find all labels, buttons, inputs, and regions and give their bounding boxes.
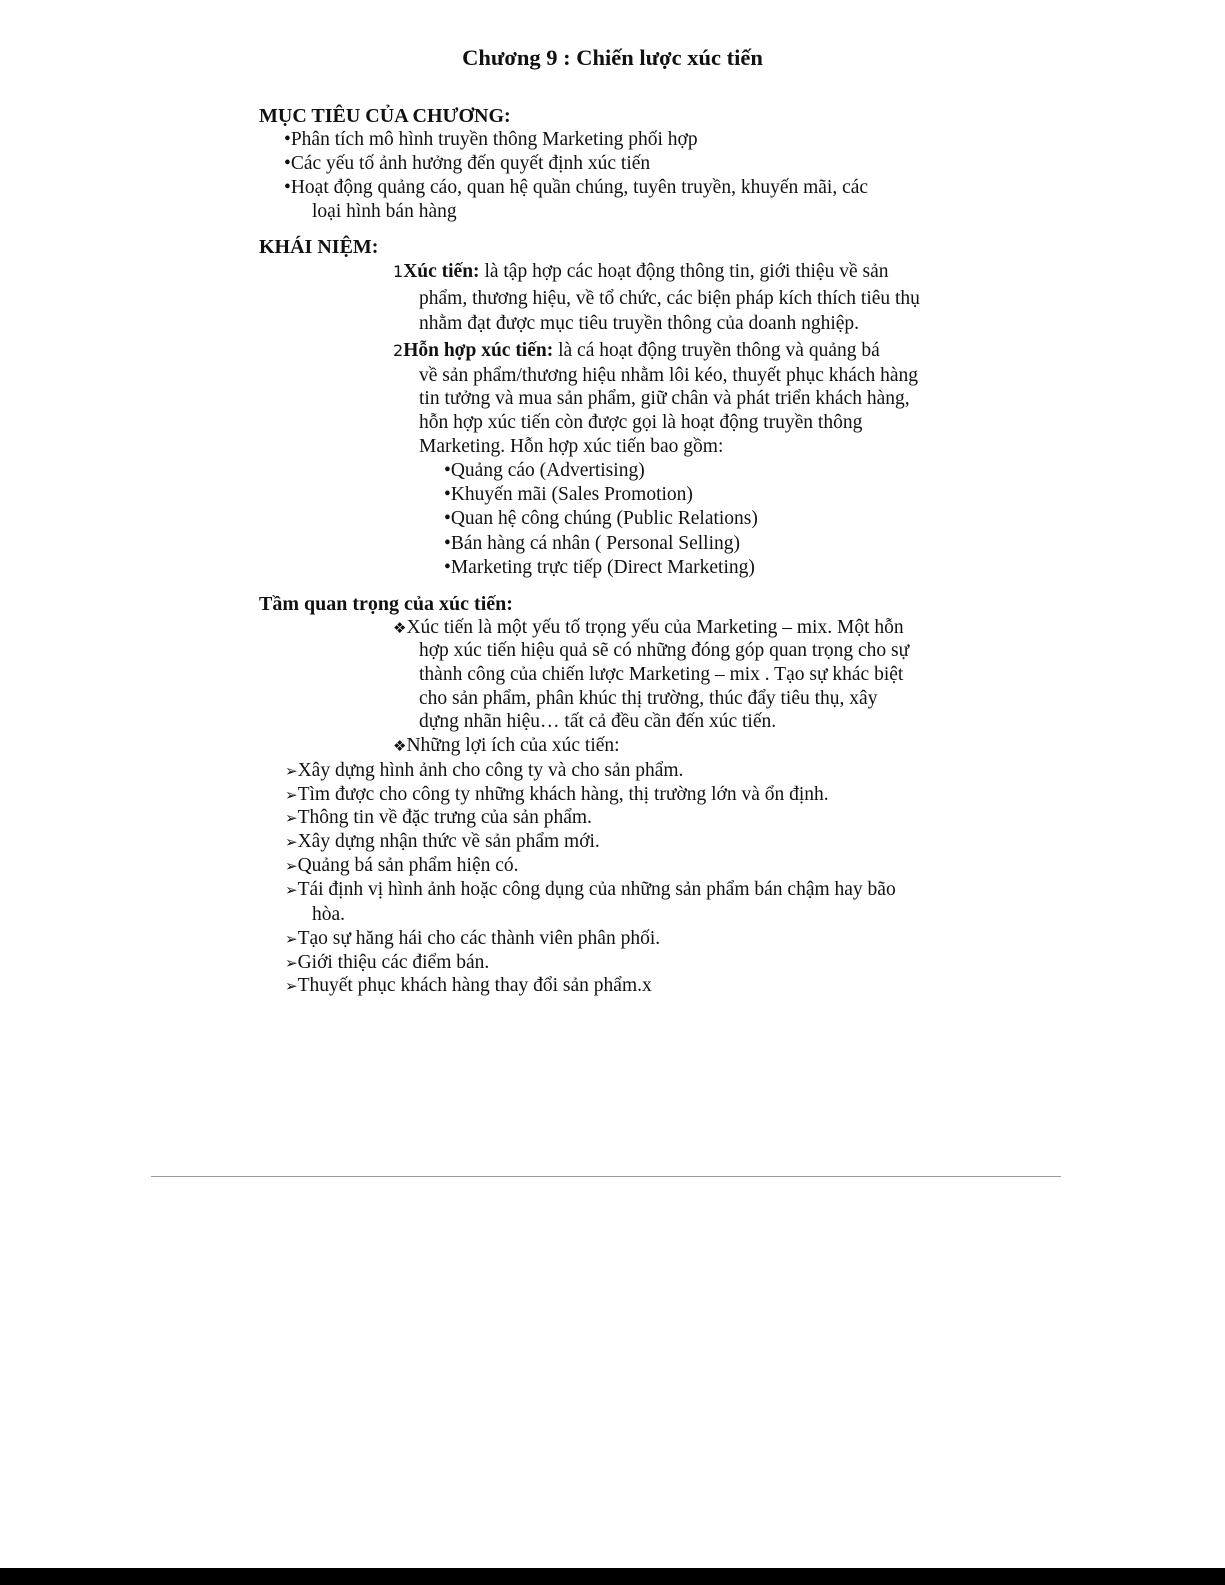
- objective-text: Hoạt động quảng cáo, quan hệ quần chúng, tuyên truyền, khuyến mãi, các: [290, 177, 869, 198]
- concept-text: là tập hợp các hoạt động thông tin, giới thiệu về sản: [479, 261, 889, 282]
- benefit-item-continuation: hòa.: [312, 904, 346, 925]
- importance-text-line: thành công của chiến lược Marketing – mix . Tạo sự khác biệt: [419, 664, 904, 685]
- mix-item-text: Quan hệ công chúng (Public Relations): [450, 508, 758, 529]
- concept-text-line: nhằm đạt được mục tiêu truyền thông của doanh nghiệp.: [419, 313, 860, 334]
- bullet-icon: •: [284, 177, 291, 198]
- benefit-item: [285, 806, 592, 830]
- importance-heading: Tầm quan trọng của xúc tiến:: [259, 593, 513, 615]
- concept-number: 2: [393, 341, 404, 360]
- benefit-item: [285, 878, 896, 902]
- concept-2: [393, 339, 880, 363]
- objective-text: Phân tích mô hình truyền thông Marketing phối hợp: [290, 129, 698, 150]
- objectives-heading: MỤC TIÊU CỦA CHƯƠNG:: [259, 105, 511, 127]
- arrow-bullet-icon: ➢: [285, 881, 298, 899]
- concept-text-line: phẩm, thương hiệu, về tổ chức, các biện pháp kích thích tiêu thụ: [419, 288, 920, 309]
- diamond-bullet-icon: ❖: [393, 619, 407, 637]
- benefit-text: Thuyết phục khách hàng thay đổi sản phẩm.x: [297, 975, 652, 996]
- mix-item: [444, 459, 645, 483]
- importance-text-line: dựng nhãn hiệu… tất cả đều cần đến xúc tiến.: [419, 711, 777, 732]
- page-title: Chương 9 : Chiến lược xúc tiến: [462, 45, 763, 70]
- benefit-item: [285, 830, 600, 854]
- bullet-icon: •: [444, 484, 451, 505]
- benefit-item: [285, 974, 652, 998]
- concept-text: là cá hoạt động truyền thông và quảng bá: [553, 340, 880, 361]
- page-divider: [151, 1176, 1061, 1177]
- benefit-item: [285, 759, 683, 783]
- mix-item-text: Marketing trực tiếp (Direct Marketing): [450, 557, 755, 578]
- arrow-bullet-icon: ➢: [285, 762, 298, 780]
- benefit-text: Thông tin về đặc trưng của sản phẩm.: [297, 807, 592, 828]
- concept-number: 1: [393, 262, 404, 281]
- benefit-text: Tạo sự hăng hái cho các thành viên phân phối.: [297, 928, 661, 949]
- benefit-text: Quảng bá sản phẩm hiện có.: [297, 855, 519, 876]
- concept-1: [393, 260, 888, 284]
- arrow-bullet-icon: ➢: [285, 930, 298, 948]
- concept-text-line: về sản phẩm/thương hiệu nhằm lôi kéo, thuyết phục khách hàng: [419, 365, 919, 386]
- benefit-item: [285, 927, 660, 951]
- bullet-icon: •: [284, 129, 291, 150]
- concepts-heading: KHÁI NIỆM:: [259, 236, 379, 258]
- benefit-text: Xây dựng hình ảnh cho công ty và cho sản phẩm.: [297, 760, 684, 781]
- arrow-bullet-icon: ➢: [285, 786, 298, 804]
- benefit-text: Xây dựng nhận thức về sản phẩm mới.: [297, 831, 600, 852]
- bullet-icon: •: [444, 533, 451, 554]
- concept-term: Xúc tiến:: [403, 261, 480, 282]
- benefit-text: Giới thiệu các điểm bán.: [297, 952, 490, 973]
- benefit-item: [285, 951, 489, 975]
- arrow-bullet-icon: ➢: [285, 809, 298, 827]
- arrow-bullet-icon: ➢: [285, 857, 298, 875]
- arrow-bullet-icon: ➢: [285, 977, 298, 995]
- concept-text-line: hỗn hợp xúc tiến còn được gọi là hoạt động truyền thông: [419, 412, 863, 433]
- objective-text: Các yếu tố ảnh hưởng đến quyết định xúc tiến: [290, 153, 651, 174]
- bottom-bar: [0, 1568, 1225, 1585]
- bullet-icon: •: [444, 508, 451, 529]
- arrow-bullet-icon: ➢: [285, 954, 298, 972]
- diamond-bullet-icon: ❖: [393, 737, 407, 755]
- mix-item: [444, 507, 758, 531]
- benefit-text: Tái định vị hình ảnh hoặc công dụng của những sản phẩm bán chậm hay bão: [297, 879, 896, 900]
- benefit-text: Tìm được cho công ty những khách hàng, thị trường lớn và ổn định.: [297, 784, 829, 805]
- mix-item-text: Khuyến mãi (Sales Promotion): [450, 484, 693, 505]
- concept-text-line: Marketing. Hỗn hợp xúc tiến bao gồm:: [419, 436, 724, 457]
- objective-item-continuation: loại hình bán hàng: [312, 201, 457, 222]
- bullet-icon: •: [284, 153, 291, 174]
- arrow-bullet-icon: ➢: [285, 833, 298, 851]
- mix-item: [444, 556, 755, 580]
- benefits-intro: [393, 734, 620, 758]
- importance-paragraph: [393, 616, 904, 640]
- mix-item-text: Bán hàng cá nhân ( Personal Selling): [450, 533, 741, 554]
- benefit-item: [285, 854, 519, 878]
- mix-item: [444, 483, 693, 507]
- mix-item-text: Quảng cáo (Advertising): [450, 460, 645, 481]
- concept-text-line: tin tưởng và mua sản phẩm, giữ chân và phát triển khách hàng,: [419, 388, 910, 409]
- objective-item: [284, 128, 698, 152]
- importance-text: Xúc tiến là một yếu tố trọng yếu của Marketing – mix. Một hỗn: [406, 617, 904, 638]
- importance-text-line: cho sản phẩm, phân khúc thị trường, thúc đẩy tiêu thụ, xây: [419, 688, 878, 709]
- mix-item: [444, 532, 740, 556]
- objective-item: [284, 152, 650, 176]
- objective-item: [284, 176, 868, 200]
- importance-text-line: hợp xúc tiến hiệu quả sẽ có những đóng góp quan trọng cho sự: [419, 640, 910, 661]
- concept-term: Hỗn hợp xúc tiến:: [403, 340, 554, 361]
- benefits-intro-text: Những lợi ích của xúc tiến:: [406, 735, 620, 756]
- bullet-icon: •: [444, 557, 451, 578]
- benefit-item: [285, 783, 829, 807]
- bullet-icon: •: [444, 460, 451, 481]
